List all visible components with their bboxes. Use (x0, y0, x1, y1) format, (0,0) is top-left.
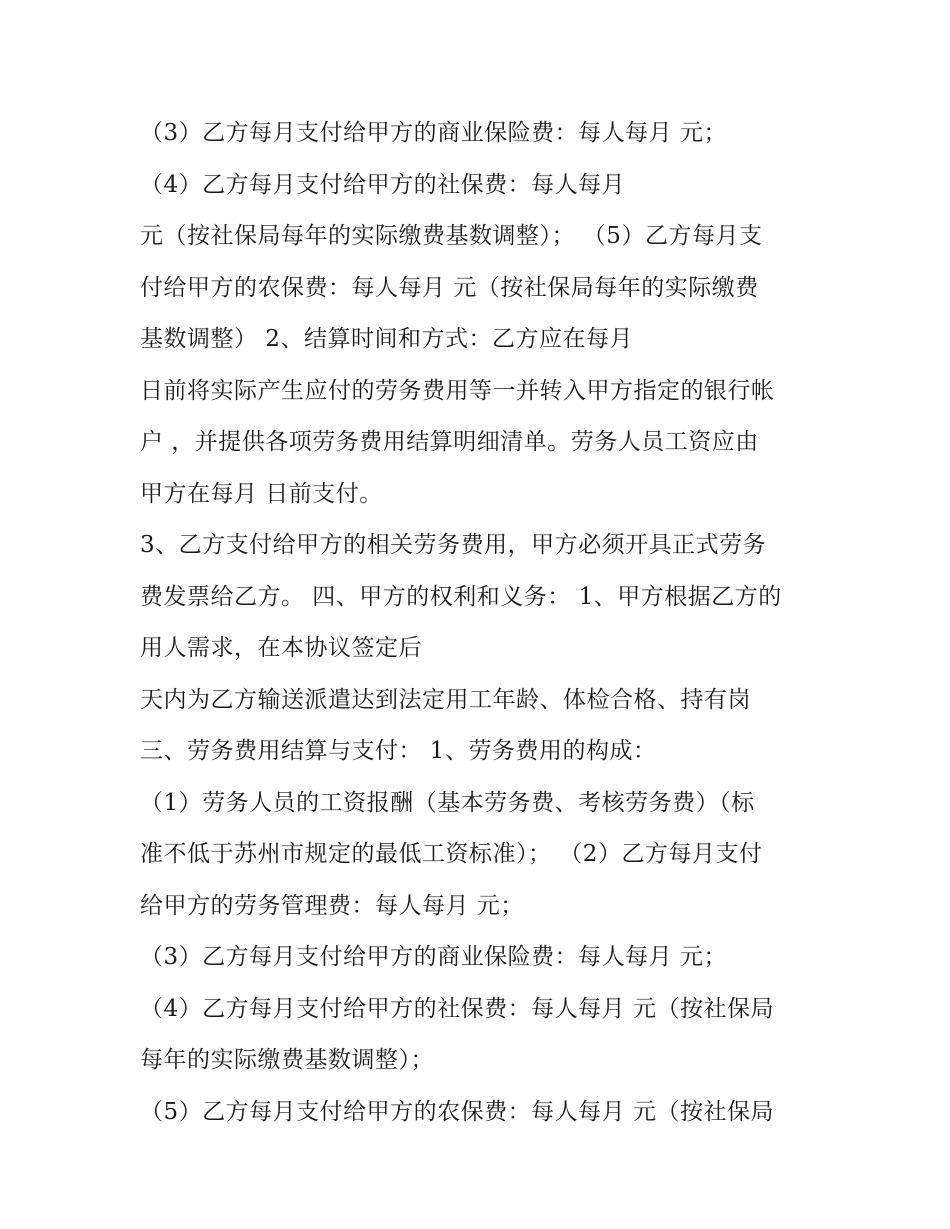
text-line: （4）乙方每月支付给甲方的社保费：每人每月 (140, 171, 626, 198)
text-line: 用人需求，在本协议签定后 (140, 635, 422, 661)
text-line: 费发票给乙方。 四、甲方的权利和义务： 1、甲方根据乙方的 (140, 583, 782, 610)
text-line: 3、乙方支付给甲方的相关劳务费用，甲方必须开具正式劳务 (140, 532, 767, 558)
text-line: 日前将实际产生应付的劳务费用等一并转入甲方指定的银行帐 (140, 377, 775, 404)
text-line: 每年的实际缴费基数调整）； (140, 1047, 434, 1073)
text-line: （3）乙方每月支付给甲方的商业保险费：每人每月 元； (140, 120, 727, 146)
text-line: 给甲方的劳务管理费：每人每月 元； (140, 892, 524, 919)
text-line: （3）乙方每月支付给甲方的商业保险费：每人每月 元； (140, 944, 727, 970)
text-line: 基数调整） 2、结算时间和方式：乙方应在每月 (140, 326, 633, 352)
text-line: （4）乙方每月支付给甲方的社保费：每人每月 元（按社保局 (140, 995, 774, 1022)
text-line: （1）劳务人员的工资报酬（基本劳务费、考核劳务费）（标 (140, 789, 755, 816)
text-line: 元（按社保局每年的实际缴费基数调整）； （5）乙方每月支 (140, 223, 763, 249)
text-line: 三、劳务费用结算与支付： 1、劳务费用的构成： (140, 738, 657, 764)
text-line: 天内为乙方输送派遣达到法定用工年龄、体检合格、持有岗 (140, 686, 751, 713)
text-line: 甲方在每月 日前支付。 (140, 480, 383, 507)
text-line: 准不低于苏州市规定的最低工资标准）； （2）乙方每月支付 (140, 841, 763, 867)
document-body (140, 108, 820, 1138)
text-line: （5）乙方每月支付给甲方的农保费：每人每月 元（按社保局 (140, 1098, 774, 1125)
text-line: 户 ，并提供各项劳务费用结算明细清单。劳务人员工资应由 (140, 429, 759, 455)
text-line: 付给甲方的农保费：每人每月 元（按社保局每年的实际缴费 (140, 274, 759, 301)
